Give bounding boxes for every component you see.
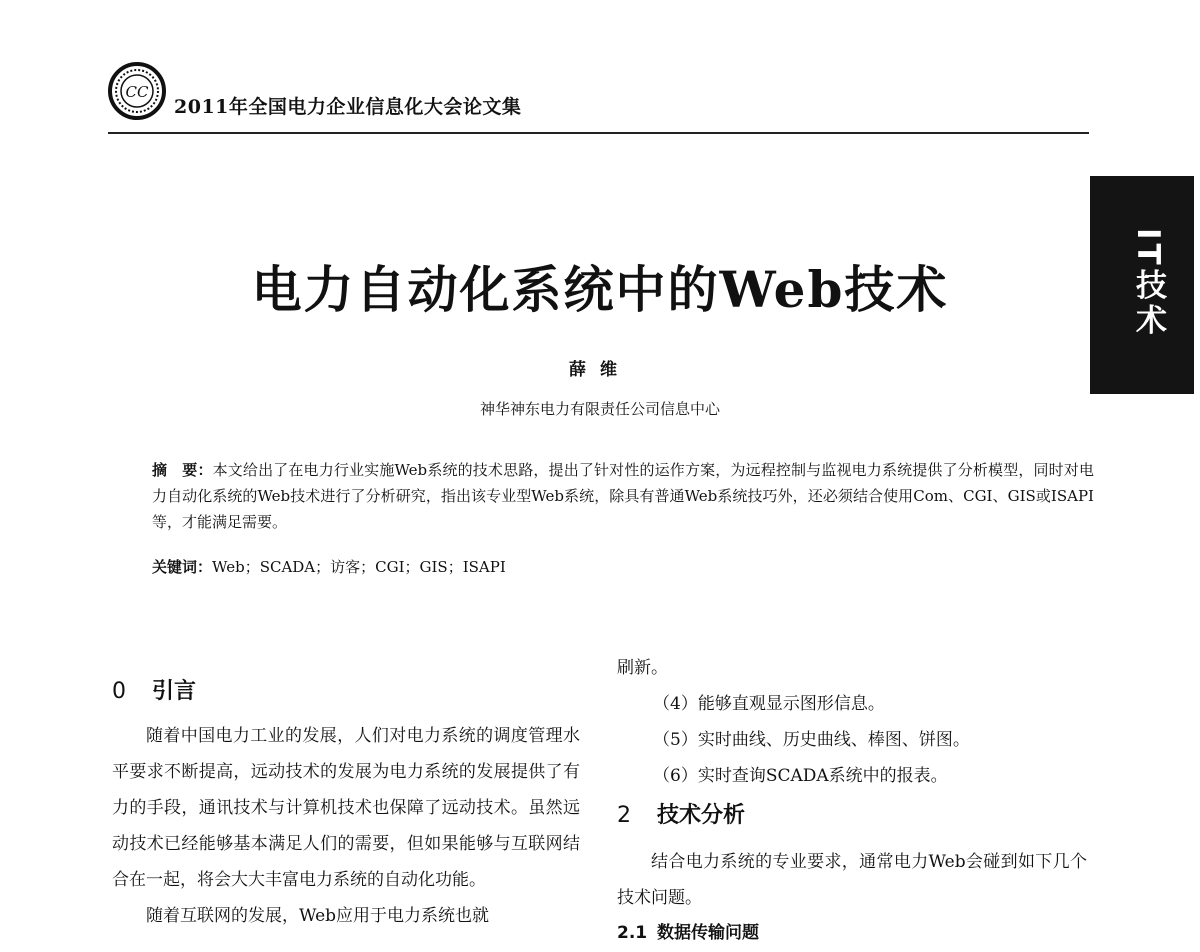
author-affiliation: 神华神东电力有限责任公司信息中心 xyxy=(479,400,720,418)
logo-lettering: CC xyxy=(125,83,149,101)
section-heading-technical-analysis xyxy=(617,796,1087,836)
list-item: （4）能够直观显示图形信息。 xyxy=(653,694,885,714)
side-tab-label: IT技术 xyxy=(1130,228,1166,339)
keywords-text: Web；SCADA；访客；CGI；GIS；ISAPI xyxy=(212,558,506,576)
list-item: （6）实时查询SCADA系统中的报表。 xyxy=(653,766,948,786)
abstract-text: 本文给出了在电力行业实施Web系统的技术思路，提出了针对性的运作方案，为远程控制与监视电力系统提供了分析模型，同时对电力自动化系统的Web技术进行了分析研究，指出该专业型Web系统，除具有普通Web系统技巧外，还必须结合使用Com、CGI、GIS或ISAPI等，才能满足需要。 xyxy=(152,461,1094,531)
body-paragraph: 随着中国电力工业的发展，人们对电力系统的调度管理水平要求不断提高，远动技术的发展为电力系统的发展提供了有力的手段，通讯技术与计算机技术也保障了远动技术。虽然远动技术已经能够基本满足人们的需要，但如果能够与互联网结合在一起，将会大大丰富电力系统的自动化功能。 xyxy=(112,726,580,890)
subsection-heading xyxy=(617,916,1087,950)
header-divider xyxy=(108,132,1089,134)
subsection-title: 数据传输问题 xyxy=(657,923,759,943)
body-paragraph: 随着互联网的发展，Web应用于电力系统也就 xyxy=(146,906,490,926)
section-title: 技术分析 xyxy=(657,803,746,828)
abstract-label: 摘 要： xyxy=(152,461,213,479)
continued-text: 刷新。 xyxy=(617,658,668,678)
left-column xyxy=(112,672,580,934)
journal-logo-icon xyxy=(108,62,166,120)
section-heading-introduction xyxy=(112,672,580,712)
list-item: （5）实时曲线、历史曲线、棒图、饼图。 xyxy=(653,730,970,750)
body-paragraph: 结合电力系统的专业要求，通常电力Web会碰到如下几个技术问题。 xyxy=(617,852,1087,908)
author-name: 薛维 xyxy=(569,360,631,380)
right-column xyxy=(617,650,1087,950)
section-title: 引言 xyxy=(152,679,197,704)
journal-title: 2011年全国电力企业信息化大会论文集 xyxy=(174,96,522,118)
journal-header xyxy=(108,62,1088,134)
section-number: 2 xyxy=(617,803,631,828)
abstract xyxy=(152,457,1094,535)
paper-title: 电力自动化系统中的Web技术 xyxy=(251,260,949,319)
keywords xyxy=(152,554,1094,580)
subsection-number: 2.1 xyxy=(617,923,648,943)
section-number: 0 xyxy=(112,679,126,704)
keywords-label: 关键词： xyxy=(152,558,213,576)
